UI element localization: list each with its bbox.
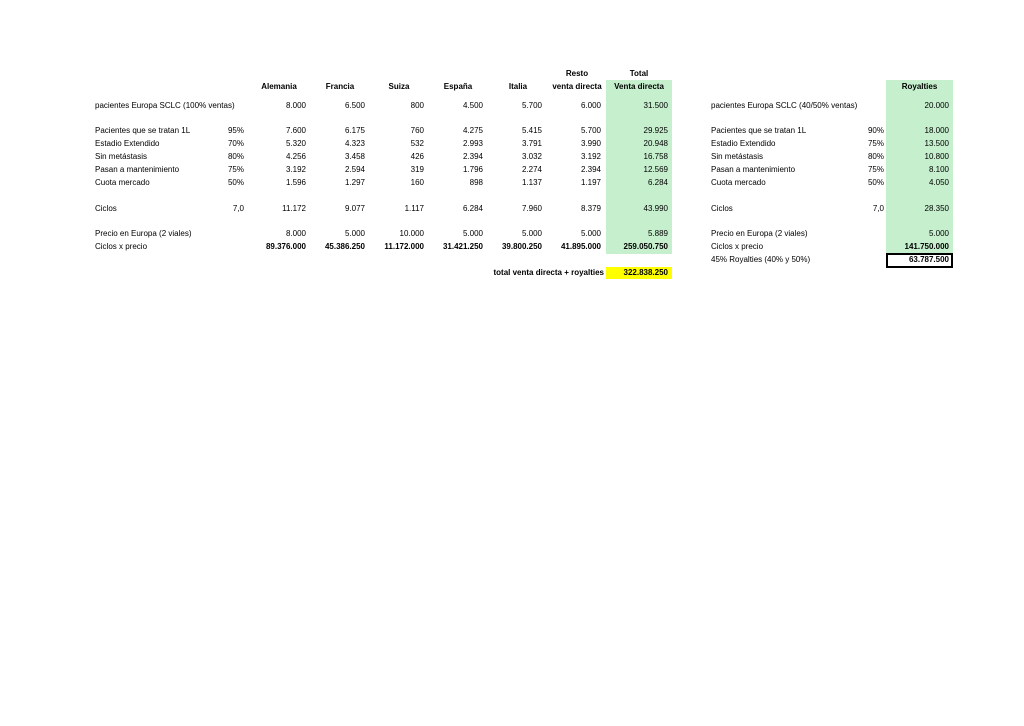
row-value: 4.500 xyxy=(462,101,483,110)
row-label: Cuota mercado xyxy=(95,178,150,187)
row-value: 4.275 xyxy=(462,126,483,135)
royalty-row-value: 18.000 xyxy=(924,126,949,135)
row-total: 12.569 xyxy=(643,165,668,174)
row-label: Pacientes que se tratan 1L xyxy=(95,126,191,135)
row-value: 5.000 xyxy=(580,229,601,238)
row-percent: 80% xyxy=(227,152,244,161)
row-percent: 7,0 xyxy=(232,204,244,213)
row-value: 2.993 xyxy=(462,139,483,148)
row-label: Pasan a mantenimiento xyxy=(95,165,180,174)
header-francia: Francia xyxy=(325,82,355,91)
header-royalties: Royalties xyxy=(901,82,938,91)
row-value: 5.700 xyxy=(580,126,601,135)
row-total: 259.050.750 xyxy=(623,242,668,251)
royalty-row-value: 8.100 xyxy=(928,165,949,174)
row-value: 45.386.250 xyxy=(324,242,365,251)
row-total: 31.500 xyxy=(643,101,668,110)
row-percent xyxy=(205,228,244,240)
row-value: 11.172 xyxy=(282,204,306,213)
header-total-line2: Venta directa xyxy=(614,82,664,91)
row-value: 10.000 xyxy=(399,229,424,238)
row-value: 2.394 xyxy=(462,152,483,161)
row-value: 5.000 xyxy=(344,229,365,238)
row-percent: 75% xyxy=(227,165,244,174)
royalty-row-value: 63.787.500 xyxy=(908,255,949,264)
row-value: 4.323 xyxy=(344,139,365,148)
royalty-row-label: Precio en Europa (2 viales) xyxy=(711,229,808,238)
row-label: Precio en Europa (2 viales) xyxy=(95,229,192,238)
row-value: 3.791 xyxy=(521,139,542,148)
row-label: pacientes Europa SCLC (100% ventas) xyxy=(95,101,235,110)
royalty-row-label: Sin metástasis xyxy=(711,152,764,161)
row-value: 2.274 xyxy=(521,165,542,174)
row-value: 6.175 xyxy=(344,126,365,135)
royalty-row-percent: 90% xyxy=(867,126,884,135)
royalty-row-label: Ciclos x precio xyxy=(711,242,764,251)
row-value: 160 xyxy=(410,178,424,187)
row-percent: 70% xyxy=(227,139,244,148)
row-value: 898 xyxy=(469,178,483,187)
row-value: 5.415 xyxy=(521,126,542,135)
row-percent xyxy=(205,100,244,112)
royalty-row-percent: 75% xyxy=(867,139,884,148)
row-value: 41.895.000 xyxy=(560,242,601,251)
row-label: Estadio Extendido xyxy=(95,139,160,148)
royalty-row-percent xyxy=(850,241,884,253)
header-italia: Italia xyxy=(508,82,528,91)
royalty-row-value: 141.750.000 xyxy=(904,242,949,251)
row-value: 6.284 xyxy=(462,204,483,213)
row-value: 3.990 xyxy=(580,139,601,148)
header-alemania: Alemania xyxy=(261,82,297,91)
row-percent: 50% xyxy=(227,178,244,187)
header-suiza: Suiza xyxy=(388,82,410,91)
royalty-row-value: 13.500 xyxy=(924,139,949,148)
royalty-row-percent: 7,0 xyxy=(872,204,884,213)
row-label: Sin metástasis xyxy=(95,152,148,161)
row-value: 426 xyxy=(410,152,424,161)
row-value: 319 xyxy=(410,165,424,174)
row-label: Ciclos x precio xyxy=(95,242,148,251)
royalty-row-label: Cuota mercado xyxy=(711,178,766,187)
royalty-row-value: 28.350 xyxy=(924,204,949,213)
royalty-row-value: 10.800 xyxy=(924,152,949,161)
row-value: 5.000 xyxy=(462,229,483,238)
header-resto-line1: Resto xyxy=(565,69,589,78)
row-value: 8.379 xyxy=(580,204,601,213)
row-percent: 95% xyxy=(227,126,244,135)
royalty-row-label: Pacientes que se tratan 1L xyxy=(711,126,807,135)
row-value: 3.458 xyxy=(344,152,365,161)
row-value: 760 xyxy=(410,126,424,135)
header-resto-line2: venta directa xyxy=(552,82,602,91)
row-value: 1.137 xyxy=(521,178,542,187)
row-value: 3.192 xyxy=(580,152,601,161)
row-total: 29.925 xyxy=(643,126,668,135)
royalty-row-label: 45% Royalties (40% y 50%) xyxy=(711,255,811,264)
royalty-row-value: 4.050 xyxy=(928,178,949,187)
row-value: 1.117 xyxy=(404,204,424,213)
row-value: 1.197 xyxy=(580,178,601,187)
royalty-row-percent: 80% xyxy=(867,152,884,161)
row-percent xyxy=(205,241,244,253)
royalty-row-label: Estadio Extendido xyxy=(711,139,776,148)
row-value: 800 xyxy=(410,101,424,110)
royalty-row-value: 5.000 xyxy=(928,229,949,238)
royalty-row-percent: 75% xyxy=(867,165,884,174)
row-value: 6.000 xyxy=(580,101,601,110)
row-total: 20.948 xyxy=(643,139,668,148)
row-total: 5.889 xyxy=(647,229,668,238)
royalty-row-label: pacientes Europa SCLC (40/50% ventas) xyxy=(711,101,858,110)
grand-total-label: total venta directa + royalties xyxy=(493,268,604,277)
row-value: 4.256 xyxy=(285,152,306,161)
row-value: 2.594 xyxy=(344,165,365,174)
royalty-row-percent: 50% xyxy=(867,178,884,187)
row-value: 89.376.000 xyxy=(265,242,306,251)
row-value: 1.596 xyxy=(285,178,306,187)
row-total: 43.990 xyxy=(643,204,668,213)
row-value: 7.960 xyxy=(521,204,542,213)
row-value: 3.192 xyxy=(285,165,306,174)
royalty-row-value: 20.000 xyxy=(924,101,949,110)
royalty-row-percent xyxy=(850,254,884,266)
row-value: 532 xyxy=(410,139,424,148)
row-value: 1.297 xyxy=(344,178,365,187)
royalty-row-label: Pasan a mantenimiento xyxy=(711,165,796,174)
row-value: 5.000 xyxy=(521,229,542,238)
row-value: 5.700 xyxy=(521,101,542,110)
row-value: 31.421.250 xyxy=(442,242,483,251)
row-total: 6.284 xyxy=(647,178,668,187)
grand-total-value: 322.838.250 xyxy=(623,268,668,277)
row-value: 2.394 xyxy=(580,165,601,174)
header-espana: España xyxy=(443,82,473,91)
row-value: 8.000 xyxy=(285,101,306,110)
row-value: 5.320 xyxy=(285,139,306,148)
row-value: 6.500 xyxy=(344,101,365,110)
row-value: 39.800.250 xyxy=(501,242,542,251)
royalty-row-percent xyxy=(850,228,884,240)
header-total-line1: Total xyxy=(629,69,649,78)
row-total: 16.758 xyxy=(643,152,668,161)
row-value: 9.077 xyxy=(344,204,365,213)
royalty-row-label: Ciclos xyxy=(711,204,733,213)
row-value: 11.172.000 xyxy=(384,242,424,251)
row-value: 7.600 xyxy=(285,126,306,135)
row-value: 3.032 xyxy=(521,152,542,161)
row-value: 8.000 xyxy=(285,229,306,238)
row-value: 1.796 xyxy=(462,165,483,174)
royalty-row-percent xyxy=(850,100,884,112)
row-label: Ciclos xyxy=(95,204,117,213)
